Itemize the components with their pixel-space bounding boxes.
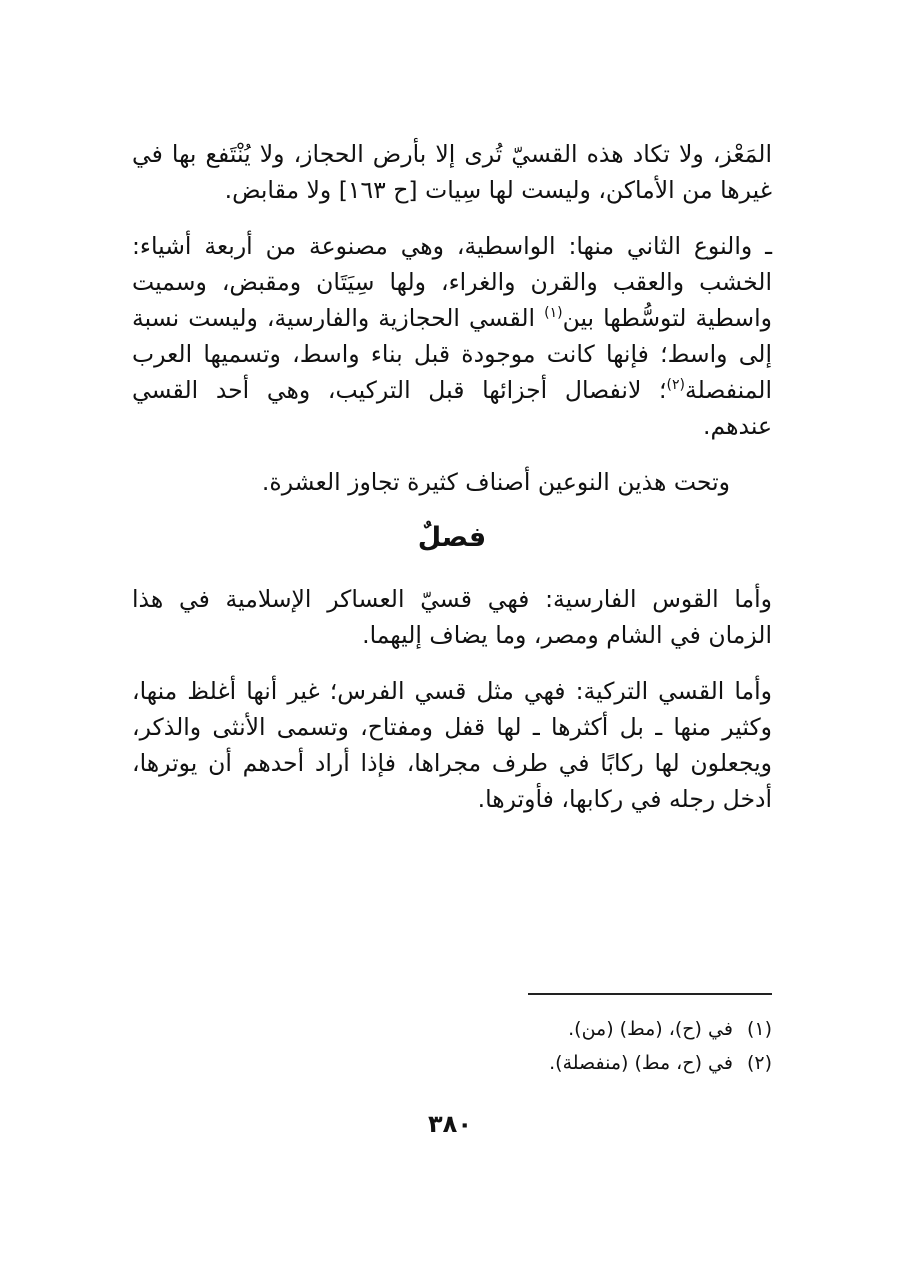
page-body [132, 136, 772, 837]
footnote-1 [132, 1012, 772, 1046]
footnote-ref-2: (٢) [666, 377, 685, 394]
paragraph-2-part-a: ـ والنوع الثاني منها: الواسطية، وهي مصنوعة من أربعة أشياء: الخشب والعقب والقرن والغراء، ولها سِيَتَان ومقبض، وسميت واسطية لتوسُّطها بين [132, 232, 772, 332]
paragraph-5: وأما القسي التركية: فهي مثل قسي الفرس؛ غير أنها أغلظ منها، وكثير منها ـ بل أكثرها ـ لها قفل ومفتاح، وتسمى الأنثى والذكر، ويجعلون لها ركابًا في طرف مجراها، فإذا أراد أحدهم أن يوترها، أدخل رجله في ركابها، فأوترها. [132, 677, 772, 813]
page-number: ٣٨٠ [428, 1110, 472, 1138]
footnotes [132, 1012, 772, 1080]
footnote-text: في (ح)، (مط) (من). [568, 1018, 733, 1040]
paragraph-4: وأما القوس الفارسية: فهي قسيّ العساكر الإسلامية في هذا الزمان في الشام ومصر، وما يضاف إليهما. [132, 585, 772, 649]
section-heading: فصلٌ [417, 522, 487, 553]
footnote-2 [132, 1046, 772, 1080]
footnote-number: (٢) [746, 1052, 772, 1074]
paragraph-1: المَعْز، ولا تكاد هذه القسيّ تُرى إلا بأرض الحجاز، ولا يُنْتَفع بها في غيرها من الأماكن، وليست لها سِيات [ح ١٦٣] ولا مقابض. [132, 140, 772, 204]
paragraph-2-part-c: ؛ لانفصال أجزائها قبل التركيب، وهي أحد القسي عندهم. [132, 376, 772, 440]
footnote-ref-1: (١) [544, 305, 563, 322]
paragraph-3: وتحت هذين النوعين أصناف كثيرة تجاوز العشرة. [261, 468, 730, 496]
paragraph-2-part-b: القسي الحجازية والفارسية، وليست نسبة إلى واسط؛ فإنها كانت موجودة قبل بناء واسط، وتسميها العرب المنفصلة [132, 304, 772, 404]
footnote-text: في (ح، مط) (منفصلة). [549, 1052, 733, 1074]
footnote-divider [528, 993, 772, 995]
paragraph-2 [132, 228, 772, 444]
footnote-number: (١) [746, 1018, 772, 1040]
